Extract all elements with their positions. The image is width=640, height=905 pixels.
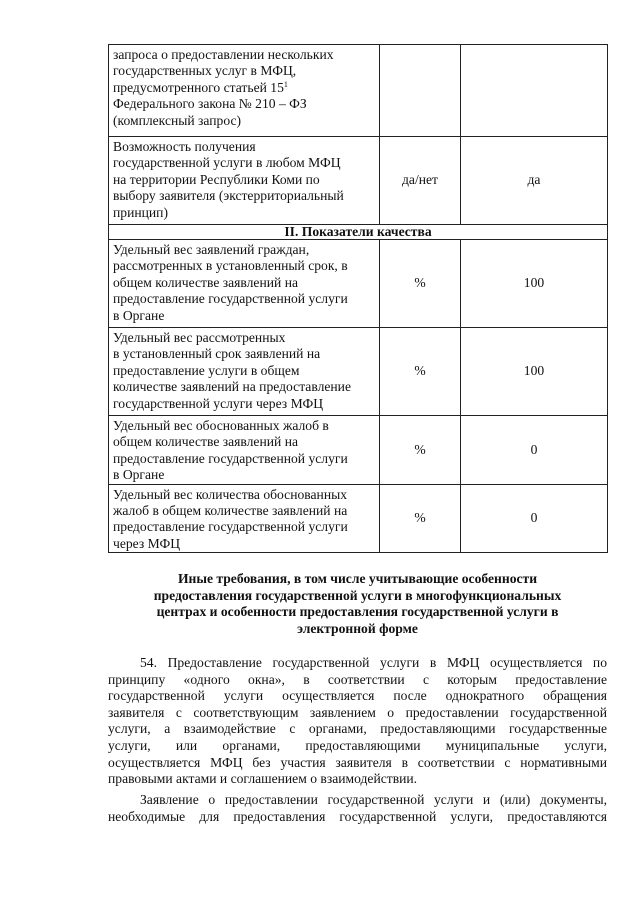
text-line: необходимые для предоставления государственной услуги, предоставляются — [108, 808, 607, 824]
indicator-description — [109, 416, 380, 485]
text-line: в установленный срок заявлений на — [113, 346, 321, 362]
text-line — [113, 80, 376, 96]
section-title: II. Показатели качества — [109, 225, 608, 240]
value-cell — [461, 45, 608, 137]
indicator-description — [109, 484, 380, 553]
text-line: жалоб в общем количестве заявлений на — [113, 503, 348, 519]
unit-cell: % — [380, 484, 461, 553]
heading-line: центрах и особенности предоставления государственной услуги в — [156, 604, 559, 620]
value-cell: 100 — [461, 328, 608, 416]
text-line: Федерального закона № 210 – ФЗ — [113, 96, 307, 112]
text-line: количестве заявлений на предоставление — [113, 379, 351, 395]
text-line: 54. Предоставление государственной услуги в МФЦ осуществляется по — [140, 655, 607, 670]
text-line: Возможность получения — [113, 139, 256, 154]
unit-cell: да/нет — [380, 137, 461, 225]
text-line: на территории Республики Коми по — [113, 171, 320, 187]
text-line: Удельный вес обоснованных жалоб в — [113, 418, 329, 433]
text-line: правовыми актами и соглашением о взаимодействии. — [108, 771, 418, 787]
text-line: принцип) — [113, 204, 168, 220]
paragraph-54 — [108, 655, 607, 788]
value-cell: 0 — [461, 484, 608, 553]
value-cell: да — [461, 137, 608, 225]
text-line: осуществляется МФЦ без участия заявителя в соответствии с нормативными — [108, 754, 607, 770]
indicator-description — [109, 45, 380, 137]
indicator-description — [109, 137, 380, 225]
text-fragment: предусмотренного статьей 15 — [113, 79, 284, 95]
value-cell: 0 — [461, 416, 608, 485]
text-line: государственных услуг в МФЦ, — [113, 63, 297, 79]
section-header-row — [109, 225, 608, 240]
table-row — [109, 484, 608, 553]
text-line: государственной услуги через МФЦ — [113, 395, 324, 411]
text-line: предоставление государственной услуги — [113, 519, 348, 535]
text-line: Заявление о предоставлении государственной услуги и (или) документы, — [140, 792, 607, 807]
unit-cell: % — [380, 416, 461, 485]
table-row — [109, 45, 608, 137]
text-line: Удельный вес рассмотренных — [113, 330, 286, 345]
text-line: Удельный вес количества обоснованных — [113, 486, 348, 502]
text-line: предоставление услуги в общем — [113, 362, 300, 378]
table-row — [109, 328, 608, 416]
text-line: общем количестве заявлений на — [113, 434, 299, 450]
section-heading — [108, 571, 607, 637]
text-line: запроса о предоставлении нескольких — [113, 47, 334, 62]
table-row — [109, 416, 608, 485]
text-line: предоставление государственной услуги — [113, 291, 348, 307]
unit-cell: % — [380, 328, 461, 416]
text-line: рассмотренных в установленный срок, в — [113, 258, 348, 274]
heading-line: предоставления государственной услуги в многофункциональных — [153, 587, 562, 603]
indicators-table — [108, 44, 608, 553]
text-line: Удельный вес заявлений граждан, — [113, 242, 310, 257]
table-row — [109, 137, 608, 225]
text-line: выбору заявителя (экстерриториальный — [113, 188, 344, 204]
heading-line: Иные требования, в том числе учитывающие особенности — [177, 571, 538, 586]
text-line: государственной услуги в любом МФЦ — [113, 155, 341, 171]
text-line: в Органе — [113, 467, 165, 483]
unit-cell: % — [380, 240, 461, 328]
paragraph-application — [108, 792, 607, 825]
text-line: через МФЦ — [113, 535, 181, 551]
superscript: 1 — [283, 79, 288, 89]
indicator-description — [109, 240, 380, 328]
heading-line: электронной форме — [297, 620, 418, 636]
table-row — [109, 240, 608, 328]
text-line: услуги, а взаимодействие с органами, предоставляющими государственные — [108, 721, 607, 737]
text-line: предоставление государственной услуги — [113, 450, 348, 466]
text-line: в Органе — [113, 307, 165, 323]
unit-cell — [380, 45, 461, 137]
text-line: государственной услуги осуществляется после однократного обращения — [108, 688, 607, 704]
text-line: общем количестве заявлений на — [113, 274, 299, 290]
text-line: услуги, или органами, предоставляющими муниципальные услуги, — [108, 737, 607, 753]
indicator-description — [109, 328, 380, 416]
text-line: (комплексный запрос) — [113, 112, 242, 128]
text-line: принципу «одного окна», в соответствии с которым предоставление — [108, 671, 607, 687]
value-cell: 100 — [461, 240, 608, 328]
text-line: заявителя с соответствующим заявлением о предоставлении государственной — [108, 704, 607, 720]
